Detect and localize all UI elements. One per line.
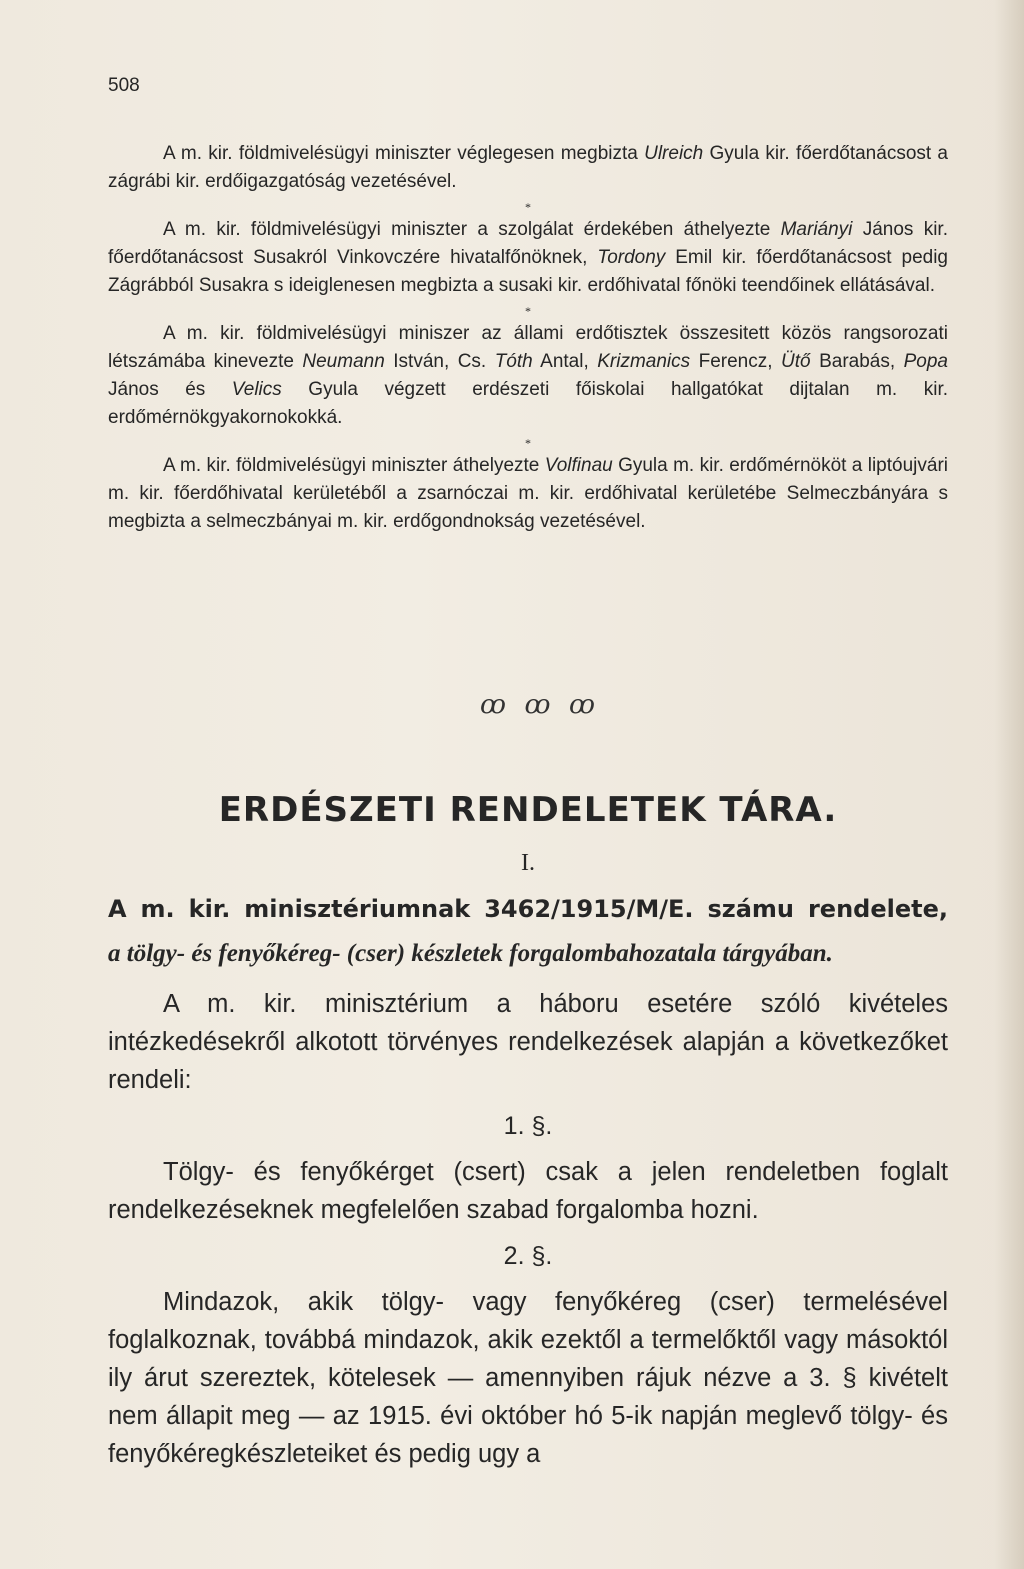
ordinance-subtitle: a tölgy- és fenyőkéreg- (cser) készletek forgalombahozatala tárgyában. (108, 940, 833, 967)
ordinance-body (108, 985, 948, 1473)
separator-star: * (525, 436, 531, 450)
page-edge-shadow (994, 0, 1024, 1569)
section-label-1: 1. §. (503, 1112, 553, 1140)
separator-star: * (525, 304, 531, 318)
notices-block (108, 140, 948, 536)
page-number: 508 (108, 75, 140, 96)
notice-2: A m. kir. földmivelésügyi miniszter a szolgálat érdekében áthelyezte Mariányi János kir. főerdőtanácsost Susakról Vinkovczére hivatalfőnöknek, Tordony Emil kir. főerdőtanácsost pedig Zágrábból Susakra s ideiglenesen megbizta a susaki kir. erdőhivatal főnöki teendőinek ellátásával. (108, 219, 948, 296)
notice-4: A m. kir. földmivelésügyi miniszter áthelyezte Volfinau Gyula m. kir. erdőmérnököt a liptóujvári m. kir. főerdőhivatal kerületéből a zsarnóczai m. kir. erdőhivatal kerületébe Selmeczbányára s megbizta a selmeczbányai m. kir. erdőgondnokság vezetésével. (108, 455, 949, 532)
roman-numeral: I. (521, 850, 535, 876)
ordinance-intro: A m. kir. minisztérium a háboru esetére szóló kivételes intézkedésekről alkotott törvényes rendelkezések alapján a következőket rendeli: (108, 990, 948, 1094)
section-heading: ERDÉSZETI RENDELETEK TÁRA. (218, 790, 838, 830)
section-label-2: 2. §. (503, 1242, 553, 1270)
notice-1: A m. kir. földmivelésügyi miniszter véglegesen megbizta Ulreich Gyula kir. főerdőtanácsost a zágrábi kir. erdőigazgatóság vezetésével. (108, 143, 948, 192)
ornament-divider: ꝏ ꝏ ꝏ (480, 690, 601, 719)
notice-3: A m. kir. földmivelésügyi miniszer az állami erdőtisztek összesitett közös rangsorozati létszámába kinevezte Neumann István, Cs. Tóth Antal, Krizmanics Ferencz, Ütő Barabás, Popa János és Velics Gyula végzett erdészeti főiskolai hallgatókat dijtalan m. kir. erdőmérnökgyakornokokká. (108, 323, 949, 428)
ordinance-title: A m. kir. minisztériumnak 3462/1915/M/E. számu rendelete, (108, 895, 948, 923)
separator-star: * (525, 200, 531, 214)
section-text-1: Tölgy- és fenyőkérget (csert) csak a jelen rendeletben foglalt rendelkezéseknek megfelelően szabad forgalomba hozni. (108, 1158, 948, 1224)
section-text-2: Mindazok, akik tölgy- vagy fenyőkéreg (cser) termelésével foglalkoznak, továbbá mindazok, akik ezektől a termelőktől vagy másoktól ily árut szereztek, kötelesek — amennyiben rájuk nézve a 3. § kivételt nem állapit meg — az 1915. évi október hó 5-ik napján meglevő tölgy- és fenyőkéregkészleteiket és pedig ugy a (108, 1288, 948, 1468)
